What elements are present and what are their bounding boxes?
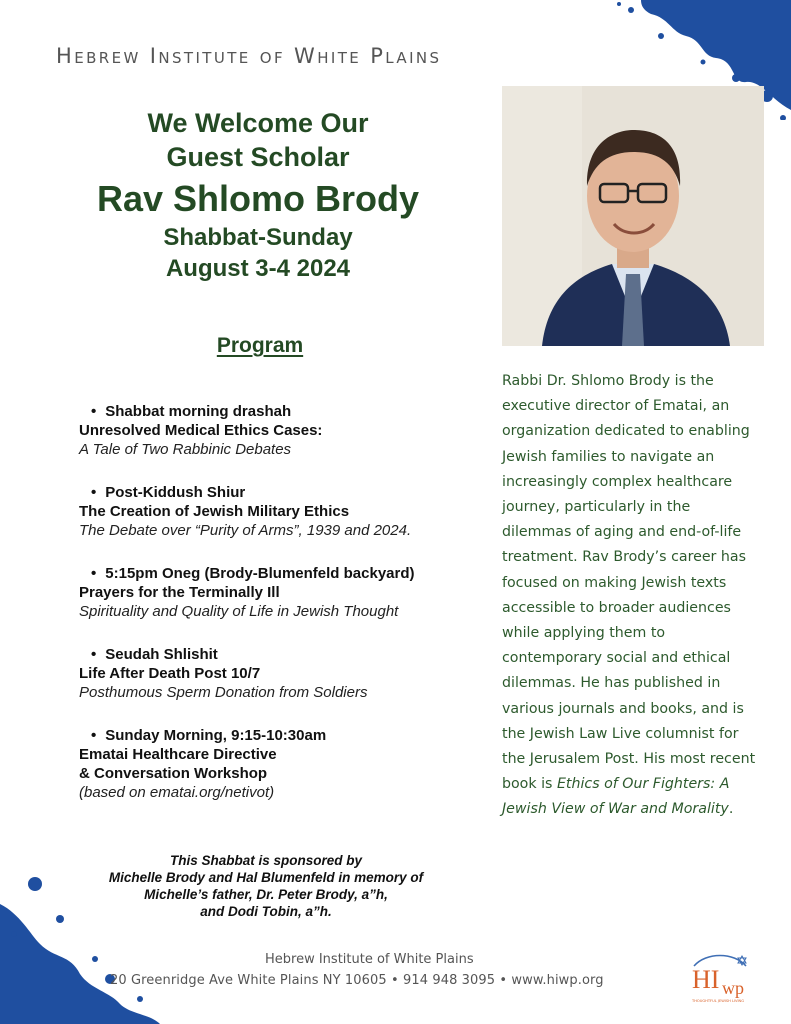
program-item-title: Life After Death Post 10/7 [79, 665, 261, 682]
program-item-title-line-2: & Conversation Workshop [79, 765, 268, 782]
program-item [79, 726, 499, 802]
logo-wp-text: wp [722, 978, 744, 998]
scholar-photo [502, 86, 764, 346]
sponsor-line-1: This Shabbat is sponsored by [169, 853, 363, 868]
program-item-subtitle: (based on ematai.org/netivot) [79, 784, 275, 801]
scholar-name: Rav Shlomo Brody [96, 178, 420, 219]
sponsor-line-4: and Dodi Tobin, a”h. [200, 904, 332, 919]
program-item [79, 645, 499, 702]
program-item-title: Prayers for the Terminally Ill [79, 584, 280, 601]
sponsor-line-3: Michelle’s father, Dr. Peter Brody, a”h, [144, 887, 388, 902]
footer-org-name: Hebrew Institute of White Plains [265, 952, 474, 967]
scholar-portrait-illustration [502, 86, 764, 346]
event-dates: August 3-4 2024 [165, 255, 351, 282]
program-item-subtitle: The Debate over “Purity of Arms”, 1939 and 2024. [79, 522, 412, 539]
program-list [79, 402, 499, 826]
welcome-line-1: We Welcome Our [147, 108, 369, 138]
program-item-subtitle: Spirituality and Quality of Life in Jewish Thought [79, 603, 399, 620]
program-item-time: • Shabbat morning drashah [79, 402, 499, 421]
program-item [79, 483, 499, 540]
program-item-title: Ematai Healthcare Directive [79, 746, 277, 763]
bio-book-title: Ethics of Our Fighters: A Jewish View of War and Morality [502, 776, 730, 818]
bio-text: Rabbi Dr. Shlomo Brody is the executive director of Ematai, an organization dedicated to enabling Jewish families to navigate an increasingly complex healthcare journey, particularly in the dilemmas of aging and end-of-life treatment. Rav Brody’s career has focused on making Jewish texts accessible to broader audiences while applying them to contemporary social and ethical dilemmas. He has published in various journals and books, and is the Jewish Law Live columnist for the Jerusalem Post. His most recent book is [502, 373, 756, 793]
org-title: Hebrew Institute of White Plains [56, 44, 442, 68]
program-item [79, 402, 499, 459]
welcome-line-2: Guest Scholar [166, 142, 350, 172]
bio-end: . [728, 801, 734, 818]
logo-hi-text: HI [692, 965, 720, 994]
hiwp-logo [688, 950, 752, 1004]
sponsor-note [56, 852, 476, 920]
program-item-time: • 5:15pm Oneg (Brody-Blumenfeld backyard) [79, 564, 499, 583]
event-days: Shabbat-Sunday [163, 224, 353, 251]
footer [110, 952, 670, 988]
footer-contact: 20 Greenridge Ave White Plains NY 10605 • 914 948 3095 • www.hiwp.org [110, 973, 604, 988]
program-item [79, 564, 499, 621]
scholar-bio [502, 369, 764, 823]
program-item-time: • Seudah Shlishit [79, 645, 499, 664]
welcome-block [60, 106, 456, 284]
program-item-subtitle: A Tale of Two Rabbinic Debates [79, 441, 292, 458]
program-item-time: • Post-Kiddush Shiur [79, 483, 499, 502]
sponsor-line-2: Michelle Brody and Hal Blumenfeld in memory of [108, 870, 424, 885]
logo-tagline: THOUGHTFUL JEWISH LIVING [692, 999, 745, 1003]
program-item-title: The Creation of Jewish Military Ethics [79, 503, 350, 520]
program-item-subtitle: Posthumous Sperm Donation from Soldiers [79, 684, 368, 701]
program-item-title: Unresolved Medical Ethics Cases: [79, 422, 323, 439]
program-item-time: • Sunday Morning, 9:15-10:30am [79, 726, 499, 745]
program-heading: Program [216, 334, 304, 357]
